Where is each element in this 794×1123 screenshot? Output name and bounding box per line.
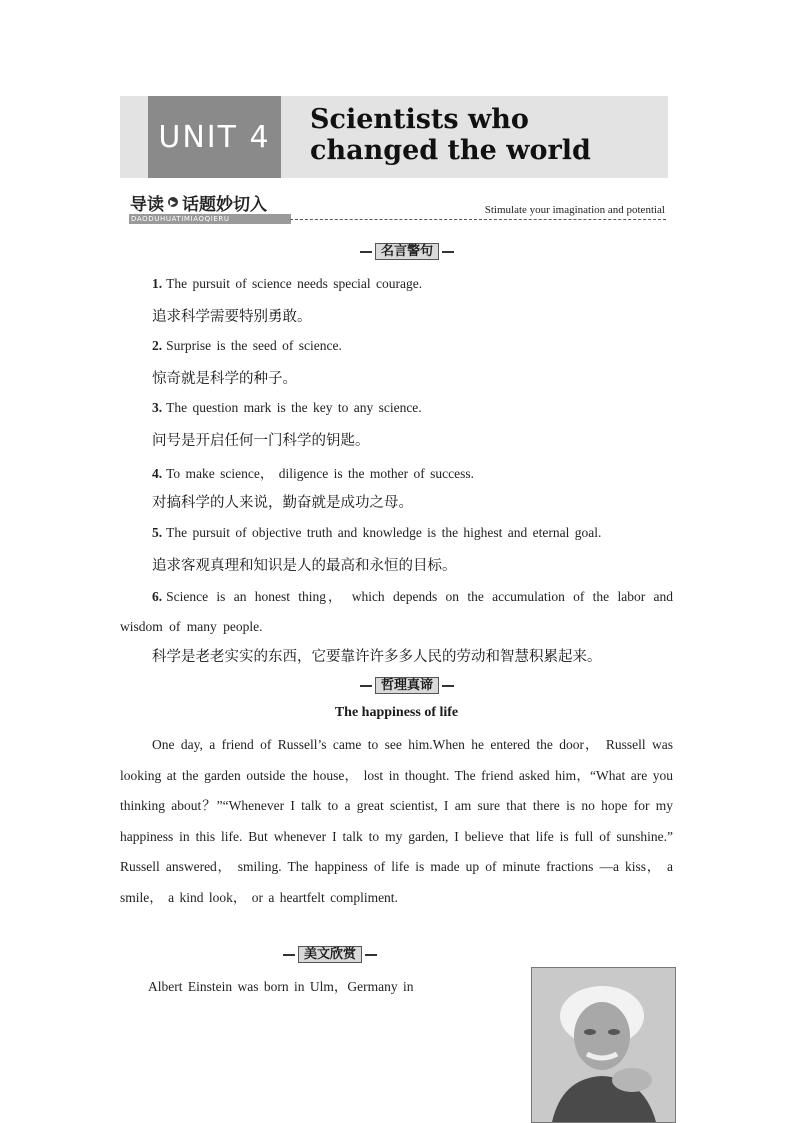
section-header-philosophy: [360, 677, 454, 694]
quote-1-cn: 追求科学需要特别勇敢。: [152, 309, 312, 325]
article-text: Albert Einstein was born in Ulm，Germany in: [148, 979, 414, 994]
header-rule: [360, 685, 372, 687]
unit-label: UNIT 4: [158, 119, 271, 155]
header-rule: [442, 685, 454, 687]
quote-2-cn: 惊奇就是科学的种子。: [152, 371, 297, 387]
portrait-illustration: [532, 968, 675, 1122]
story-title: The happiness of life: [334, 705, 459, 720]
quote-2-en: 2. Surprise is the seed of science.: [152, 338, 342, 353]
unit-label-box: [148, 96, 281, 178]
section-label: 哲理真谛: [375, 677, 439, 694]
section-label: 美文欣赏: [298, 946, 362, 963]
quote-4-cn: 对搞科学的人来说，勤奋就是成功之母。: [152, 495, 413, 511]
header-rule: [360, 251, 372, 253]
quote-3-cn: 问号是开启任何一门科学的钥匙。: [152, 433, 370, 449]
intro-badge-sub: 话题妙切入: [182, 194, 267, 215]
intro-badge: [130, 192, 267, 215]
arrow-right-icon: ▶: [169, 197, 177, 207]
quote-5-cn: 追求客观真理和知识是人的最高和永恒的目标。: [152, 558, 457, 574]
quote-6-cn: 科学是老老实实的东西，它要靠许许多多人民的劳动和智慧积累起来。: [152, 649, 602, 665]
unit-title: Scientists who changed the world: [310, 104, 591, 166]
unit-banner: [120, 96, 668, 178]
quote-1-en: 1. The pursuit of science needs special courage.: [152, 276, 423, 291]
portrait-photo-icon: [531, 967, 676, 1123]
header-rule: [365, 954, 377, 956]
intro-pinyin: DAODUHUATIMIAOQIERU: [129, 214, 291, 224]
intro-badge-main: 导读: [130, 194, 164, 215]
header-rule: [283, 954, 295, 956]
quote-5-en: 5. The pursuit of objective truth and knowledge is the highest and eternal goal.: [152, 525, 602, 540]
header-rule: [442, 251, 454, 253]
story-body: One day, a friend of Russell’s came to see him.When he entered the door， Russell was looking at the garden outside the house， lost in thought. The friend asked him，“What are you thinking about？”“Whenever I talk to a great scientist, I am sure that there is no hope for my happiness in this life. But whenever I talk to my garden, I believe that life is full of sunshine.” Russell answered， smiling. The happiness of life is made up of minute fractions —a kiss， a smile， a kind look， or a heartfelt compliment.: [120, 737, 673, 905]
section-label: 名言警句: [375, 243, 439, 260]
quote-6-en: 6. Science is an honest thing， which depends on the accumulation of the labor and wisdom of many people.: [120, 589, 673, 634]
intro-motto: Stimulate your imagination and potential: [484, 204, 665, 216]
intro-divider: [290, 219, 666, 220]
quote-3-en: 3. The question mark is the key to any science.: [152, 400, 422, 415]
quote-4-en: 4. To make science， diligence is the mother of success.: [152, 466, 474, 481]
section-header-article: [283, 946, 377, 963]
section-header-quotes: [360, 243, 454, 260]
